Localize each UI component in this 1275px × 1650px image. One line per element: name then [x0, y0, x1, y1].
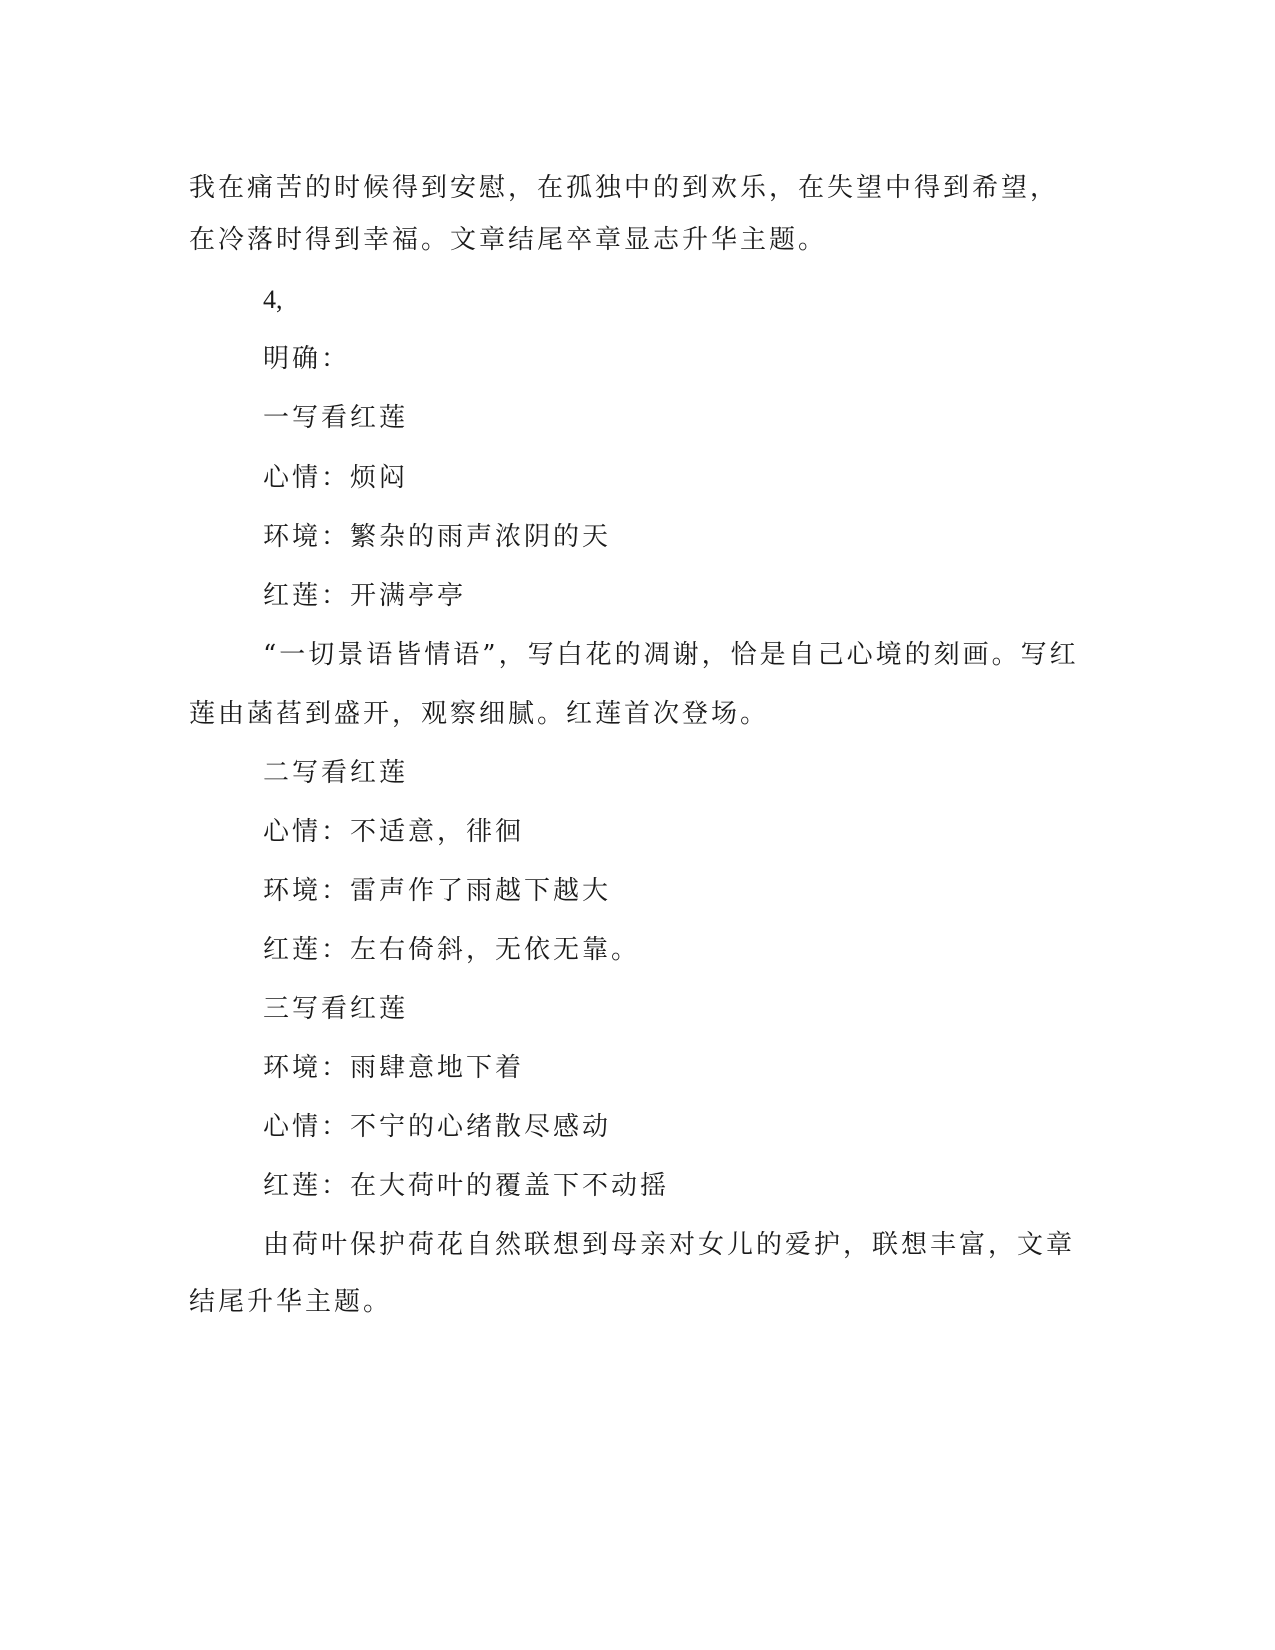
subheading-first-view: 一写看红莲: [263, 403, 409, 433]
heading-clarify: 明确：: [263, 344, 351, 374]
paragraph-line: “一切景语皆情语”，写白花的凋谢，恰是自己心境的刻画。写红: [263, 640, 1079, 670]
item-red-lotus: 红莲：左右倚斜，无依无靠。: [263, 935, 641, 965]
item-environment: 环境：雨肆意地下着: [263, 1053, 525, 1083]
item-red-lotus: 红莲：开满亭亭: [263, 581, 467, 611]
paragraph-line: 结尾升华主题。: [189, 1287, 393, 1317]
paragraph-line: 在冷落时得到幸福。文章结尾卒章显志升华主题。: [189, 225, 828, 255]
section-number: 4,: [263, 285, 283, 314]
item-red-lotus: 红莲：在大荷叶的覆盖下不动摇: [263, 1171, 670, 1201]
item-environment: 环境：雷声作了雨越下越大: [263, 876, 612, 906]
item-mood: 心情：不适意，徘徊: [263, 817, 525, 847]
paragraph-line: 由荷叶保护荷花自然联想到母亲对女儿的爱护，联想丰富，文章: [263, 1230, 1076, 1260]
subheading-third-view: 三写看红莲: [263, 994, 409, 1024]
item-environment: 环境：繁杂的雨声浓阴的天: [263, 522, 612, 552]
paragraph-line: 我在痛苦的时候得到安慰，在孤独中的到欢乐，在失望中得到希望，: [189, 173, 1060, 203]
paragraph-line: 莲由菡萏到盛开，观察细腻。红莲首次登场。: [189, 699, 770, 729]
subheading-second-view: 二写看红莲: [263, 758, 409, 788]
item-mood: 心情：不宁的心绪散尽感动: [263, 1112, 612, 1142]
item-mood: 心情：烦闷: [263, 463, 409, 493]
